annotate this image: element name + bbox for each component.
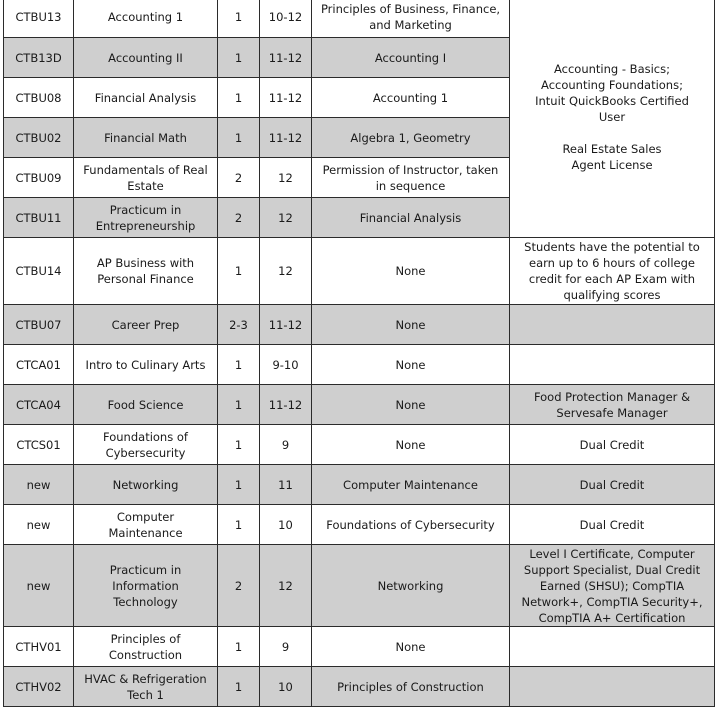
- course-name-cell: Computer Maintenance: [74, 505, 218, 545]
- credits-cell: 1: [218, 667, 260, 707]
- course-code-cell: CTCS01: [4, 425, 74, 465]
- prerequisite-cell: Foundations of Cybersecurity: [312, 505, 510, 545]
- course-code-cell: CTCA04: [4, 385, 74, 425]
- notes-cell: [510, 667, 715, 707]
- course-name-cell: Practicum in Entrepreneurship: [74, 198, 218, 238]
- course-name-cell: Intro to Culinary Arts: [74, 345, 218, 385]
- course-code-cell: CTBU09: [4, 158, 74, 198]
- credits-cell: 1: [218, 238, 260, 305]
- prerequisite-cell: Principles of Business, Finance, and Marketing: [312, 0, 510, 38]
- course-name-cell: HVAC & Refrigeration Tech 1: [74, 667, 218, 707]
- license-text: Real Estate Sales Agent License: [562, 142, 662, 172]
- table-row: [4, 465, 715, 505]
- credits-cell: 2: [218, 198, 260, 238]
- grade-level-cell: 12: [260, 198, 312, 238]
- credits-cell: 2: [218, 545, 260, 627]
- grade-level-cell: 11-12: [260, 385, 312, 425]
- course-name-cell: Accounting II: [74, 38, 218, 78]
- prerequisite-cell: Principles of Construction: [312, 667, 510, 707]
- certifications-text: Accounting - Basics; Accounting Foundations; Intuit QuickBooks Certified User: [535, 62, 689, 124]
- prerequisite-cell: Accounting 1: [312, 78, 510, 118]
- notes-cell: Level I Certificate, Computer Support Specialist, Dual Credit Earned (SHSU); CompTIA Network+, CompTIA Security+, CompTIA A+ Certification: [510, 545, 715, 627]
- course-code-cell: CTCA01: [4, 345, 74, 385]
- certifications-merged-cell: [510, 0, 715, 238]
- course-name-cell: Fundamentals of Real Estate: [74, 158, 218, 198]
- course-code-cell: CTHV02: [4, 667, 74, 707]
- table-row: [4, 667, 715, 707]
- prerequisite-cell: None: [312, 305, 510, 345]
- credits-cell: 1: [218, 465, 260, 505]
- grade-level-cell: 9: [260, 627, 312, 667]
- table-row: [4, 385, 715, 425]
- table-row: [4, 425, 715, 465]
- table-row: [4, 505, 715, 545]
- grade-level-cell: 10: [260, 505, 312, 545]
- grade-level-cell: 10-12: [260, 0, 312, 38]
- course-code-cell: CTBU08: [4, 78, 74, 118]
- table-row: [4, 545, 715, 627]
- grade-level-cell: 12: [260, 545, 312, 627]
- prerequisite-cell: None: [312, 238, 510, 305]
- course-name-cell: Networking: [74, 465, 218, 505]
- grade-level-cell: 12: [260, 238, 312, 305]
- credits-cell: 1: [218, 627, 260, 667]
- prerequisite-cell: None: [312, 385, 510, 425]
- course-name-cell: Financial Analysis: [74, 78, 218, 118]
- grade-level-cell: 11-12: [260, 78, 312, 118]
- credits-cell: 1: [218, 38, 260, 78]
- course-name-cell: Accounting 1: [74, 0, 218, 38]
- prerequisite-cell: Networking: [312, 545, 510, 627]
- notes-cell: Dual Credit: [510, 425, 715, 465]
- course-code-cell: CTBU07: [4, 305, 74, 345]
- prerequisite-cell: Algebra 1, Geometry: [312, 118, 510, 158]
- table-row: [4, 345, 715, 385]
- table-row: [4, 0, 715, 38]
- grade-level-cell: 11-12: [260, 305, 312, 345]
- credits-cell: 2-3: [218, 305, 260, 345]
- course-code-cell: CTBU02: [4, 118, 74, 158]
- credits-cell: 2: [218, 158, 260, 198]
- course-code-cell: new: [4, 465, 74, 505]
- notes-cell: Dual Credit: [510, 505, 715, 545]
- grade-level-cell: 12: [260, 158, 312, 198]
- notes-cell: [510, 305, 715, 345]
- course-name-cell: Foundations of Cybersecurity: [74, 425, 218, 465]
- credits-cell: 1: [218, 345, 260, 385]
- course-name-cell: Food Science: [74, 385, 218, 425]
- credits-cell: 1: [218, 0, 260, 38]
- table-row: [4, 238, 715, 305]
- prerequisite-cell: Permission of Instructor, taken in sequence: [312, 158, 510, 198]
- notes-cell: [510, 627, 715, 667]
- credits-cell: 1: [218, 385, 260, 425]
- course-code-cell: CTHV01: [4, 627, 74, 667]
- grade-level-cell: 11-12: [260, 38, 312, 78]
- course-code-cell: new: [4, 545, 74, 627]
- prerequisite-cell: None: [312, 345, 510, 385]
- grade-level-cell: 9: [260, 425, 312, 465]
- course-code-cell: new: [4, 505, 74, 545]
- course-code-cell: CTBU13: [4, 0, 74, 38]
- credits-cell: 1: [218, 505, 260, 545]
- prerequisite-cell: None: [312, 425, 510, 465]
- course-code-cell: CTB13D: [4, 38, 74, 78]
- course-name-cell: Financial Math: [74, 118, 218, 158]
- notes-cell: Food Protection Manager & Servesafe Manager: [510, 385, 715, 425]
- notes-cell: [510, 345, 715, 385]
- course-name-cell: Principles of Construction: [74, 627, 218, 667]
- grade-level-cell: 11: [260, 465, 312, 505]
- table-row: [4, 305, 715, 345]
- course-table: [3, 0, 715, 707]
- course-name-cell: Career Prep: [74, 305, 218, 345]
- prerequisite-cell: None: [312, 627, 510, 667]
- prerequisite-cell: Financial Analysis: [312, 198, 510, 238]
- course-code-cell: CTBU14: [4, 238, 74, 305]
- prerequisite-cell: Accounting I: [312, 38, 510, 78]
- prerequisite-cell: Computer Maintenance: [312, 465, 510, 505]
- table-row: [4, 627, 715, 667]
- course-name-cell: Practicum in Information Technology: [74, 545, 218, 627]
- credits-cell: 1: [218, 78, 260, 118]
- grade-level-cell: 11-12: [260, 118, 312, 158]
- grade-level-cell: 9-10: [260, 345, 312, 385]
- course-name-cell: AP Business with Personal Finance: [74, 238, 218, 305]
- notes-cell: Dual Credit: [510, 465, 715, 505]
- credits-cell: 1: [218, 425, 260, 465]
- grade-level-cell: 10: [260, 667, 312, 707]
- credits-cell: 1: [218, 118, 260, 158]
- course-code-cell: CTBU11: [4, 198, 74, 238]
- notes-cell: Students have the potential to earn up to 6 hours of college credit for each AP Exam with qualifying scores: [510, 238, 715, 305]
